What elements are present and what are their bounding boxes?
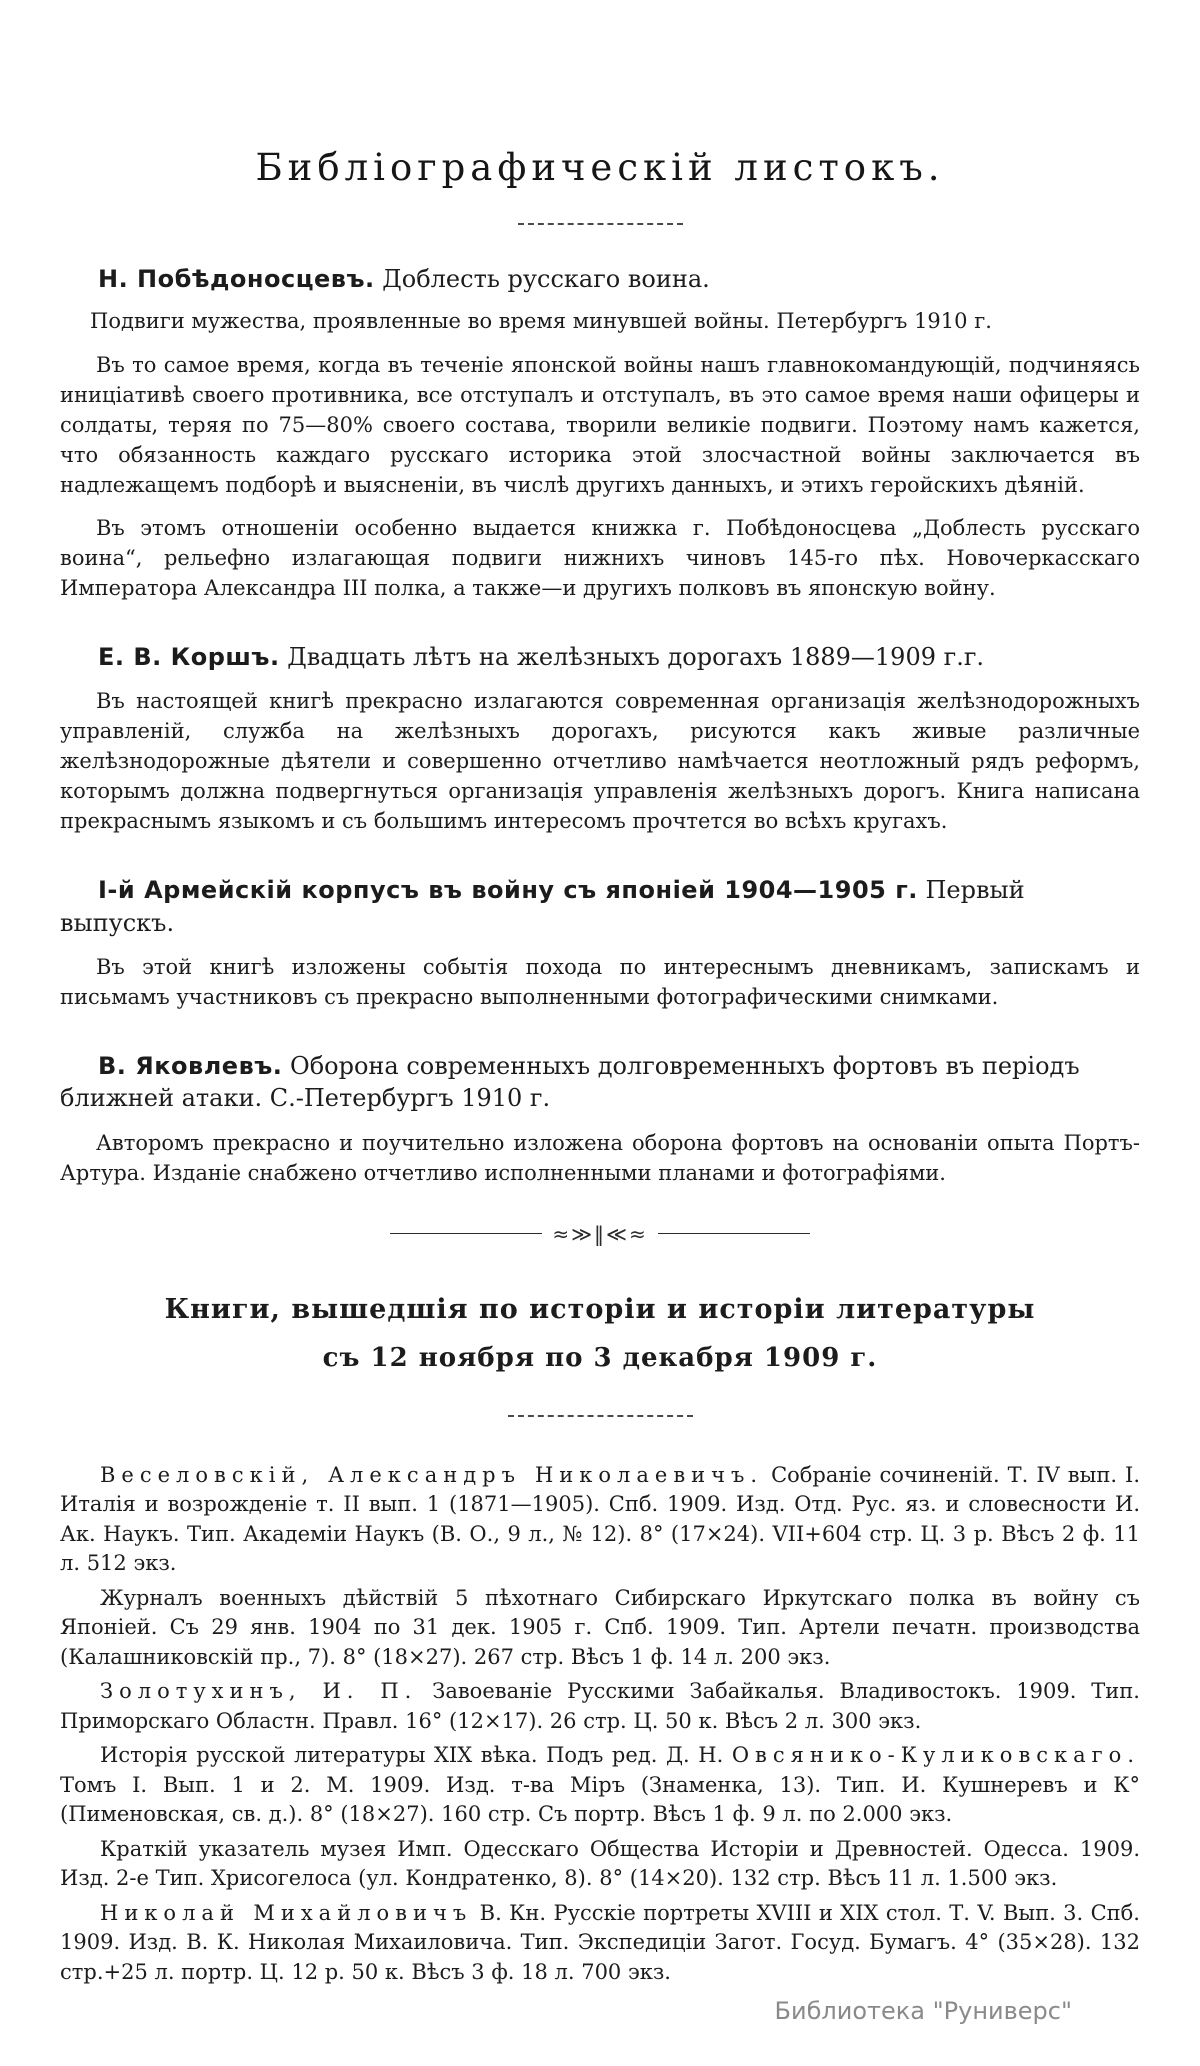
review-entry-pobedonoscev bbox=[60, 263, 1140, 603]
bib-entry-pre: Исторія русской литературы XIX вѣка. Подъ ред. Д. Н. bbox=[100, 1743, 724, 1768]
review-title: Доблесть русскаго воина. bbox=[382, 265, 710, 293]
section-rule bbox=[508, 1415, 693, 1417]
review-author: Е. В. Коршъ. bbox=[98, 642, 280, 671]
bib-entry-text: Завоеваніе Русскими Забайкалья. Владивостокъ. 1909. Тип. Приморскаго Областн. Правл. 16° (12×17). 26 стр. Ц. 50 к. Вѣсъ 2 л. 300 экз. bbox=[60, 1679, 1140, 1733]
bib-entry-spaced-name: Веселовскій, Александръ Николаевичъ. bbox=[100, 1462, 764, 1487]
title-rule bbox=[518, 223, 683, 225]
bib-entry bbox=[60, 1461, 1140, 1579]
bib-entry-pre: Журналъ военныхъ дѣйствій 5 пѣхотнаго Сибирскаго Иркутскаго полка въ войну съ Японіей. Съ 29 янв. 1904 по 31 дек. 1905 г. Спб. 1909. Тип. Артели печатн. производства (Калашниковскій пр., 7). 8° (18×27). 267 стр. Вѣсъ 1 ф. 14 л. 200 экз. bbox=[60, 1585, 1140, 1669]
review-heading bbox=[60, 263, 1140, 295]
review-title: Двадцать лѣтъ на желѣзныхъ дорогахъ 1889—1909 г.г. bbox=[287, 642, 985, 671]
document-page bbox=[0, 146, 1200, 1987]
review-paragraph: Въ то самое время, когда въ теченіе японской войны нашъ главнокомандующій, подчиняясь иниціативѣ своего противника, все отступалъ и отступалъ, въ это самое время наши офицеры и солдаты, теряя по 75—80% своего состава, творили великіе подвиги. Поэтому намъ кажется, что обязанность каждаго русскаго историка этой злосчастной войны заключается въ надлежащемъ подборѣ и выясненіи, въ числѣ другихъ данныхъ, и этихъ геройскихъ дѣяній. bbox=[60, 352, 1140, 497]
divider-line-left bbox=[390, 1233, 542, 1234]
watermark: Библиотека "Руниверс" bbox=[774, 1997, 1072, 2025]
section-title-line1: Книги, вышедшія по исторіи и исторіи литературы bbox=[164, 1293, 1036, 1325]
bib-entry bbox=[60, 1835, 1140, 1894]
bib-entry-spaced-name: Николай Михайловичъ bbox=[100, 1900, 473, 1925]
bib-entry-text: Собраніе сочиненій. Т. IV вып. I. Италія и возрожденіе т. II вып. 1 (1871—1905). Спб. 1909. Изд. Отд. Рус. яз. и словесности И. Ак. Наукъ. Тип. Академіи Наукъ (В. О., 9 л., № 12). 8° (17×24). VII+604 стр. Ц. 3 р. Вѣсъ 2 ф. 11 л. 512 экз. bbox=[60, 1462, 1140, 1576]
review-author: І-й Армейскій корпусъ въ войну съ японіей 1904—1905 г. bbox=[98, 876, 918, 905]
divider-squiggle-icon: ≈≫‖≪≈ bbox=[552, 1221, 648, 1246]
bib-entry-pre: Краткій указатель музея Имп. Одесскаго Общества Исторіи и Древностей. Одесса. 1909. Изд. 2-е Тип. Хрисогелоса (ул. Кондратенко, 8). 8° (14×20). 132 стр. Вѣсъ 11 л. 1.500 экз. bbox=[60, 1836, 1140, 1891]
section-title bbox=[60, 1293, 1140, 1373]
review-heading bbox=[60, 1050, 1140, 1115]
review-subtitle: Подвиги мужества, проявленные во время минувшей войны. Петербургъ 1910 г. bbox=[90, 309, 992, 334]
review-entry-yakovlev bbox=[60, 1050, 1140, 1188]
bib-entry bbox=[60, 1584, 1140, 1673]
bib-entry bbox=[60, 1899, 1140, 1988]
bib-entry bbox=[60, 1741, 1140, 1830]
section-title-line2: съ 12 ноября по 3 декабря 1909 г. bbox=[322, 1342, 878, 1373]
review-entry-korsh bbox=[60, 641, 1140, 836]
review-heading bbox=[60, 874, 1140, 939]
review-entry-armeyskiy-korpus bbox=[60, 874, 1140, 1012]
divider-line-right bbox=[658, 1233, 810, 1234]
review-paragraph: Авторомъ прекрасно и поучительно изложена оборона фортовъ на основаніи опыта Портъ-Артура. Изданіе снабжено отчетливо исполненными планами и фотографіями. bbox=[60, 1130, 1140, 1185]
section-divider-ornament bbox=[390, 1222, 810, 1246]
review-heading bbox=[60, 641, 1140, 673]
review-paragraph: Въ этой книгѣ изложены событія похода по интереснымъ дневникамъ, запискамъ и письмамъ участниковъ съ прекрасно выполненными фотографическими снимками. bbox=[60, 954, 1140, 1009]
bibliography bbox=[60, 1461, 1140, 1988]
bib-entry bbox=[60, 1677, 1140, 1736]
review-paragraph: Въ этомъ отношеніи особенно выдается книжка г. Побѣдоносцева „Доблесть русскаго воина“, рельефно излагающая подвиги нижнихъ чиновъ 145-го пѣх. Новочеркасскаго Императора Александра III полка, а также—и другихъ полковъ въ японскую войну. bbox=[60, 515, 1140, 600]
bib-entry-spaced-name: Овсянико-Куликовскаго. bbox=[731, 1743, 1140, 1768]
review-title: Первый выпускъ. bbox=[60, 876, 1025, 937]
review-author: В. Яковлевъ. bbox=[98, 1051, 283, 1080]
bib-entry-text: В. Кн. Русскіе портреты XVIII и XIX стол. Т. V. Вып. 3. Спб. 1909. Изд. В. К. Николая Михаиловича. Тип. Экспедиціи Загот. Госуд. Бумагъ. 4° (35×28). 132 стр.+25 л. портр. Ц. 12 р. 50 к. Вѣсъ 3 ф. 18 л. 700 экз. bbox=[60, 1900, 1140, 1984]
bib-entry-spaced-name: Золотухинъ, И. П. bbox=[100, 1679, 418, 1704]
review-title: Оборона современныхъ долговременныхъ фортовъ въ періодъ ближней атаки. С.-Петербургъ 1910 г. bbox=[60, 1051, 1080, 1113]
page-title: Библіографическій листокъ. bbox=[255, 146, 945, 189]
review-paragraph: Въ настоящей книгѣ прекрасно излагаются современная организація желѣзнодорожныхъ управленій, служба на желѣзныхъ дорогахъ, рисуются какъ живые различные желѣзнодорожные дѣятели и совершенно отчетливо намѣчается неотложный рядъ реформъ, которымъ должна подвергнуться организація управленія желѣзныхъ дорогъ. Книга написана прекраснымъ языкомъ и съ большимъ интересомъ прочтется во всѣхъ кругахъ. bbox=[60, 689, 1140, 834]
bib-entry-text: Томъ I. Вып. 1 и 2. М. 1909. Изд. т-ва Міръ (Знаменка, 13). Тип. И. Кушнеревъ и К° (Пименовская, св. д.). 8° (18×27). 160 стр. Съ портр. Вѣсъ 1 ф. 9 л. по 2.000 экз. bbox=[60, 1772, 1140, 1827]
review-author: Н. Побѣдоносцевъ. bbox=[98, 265, 375, 293]
